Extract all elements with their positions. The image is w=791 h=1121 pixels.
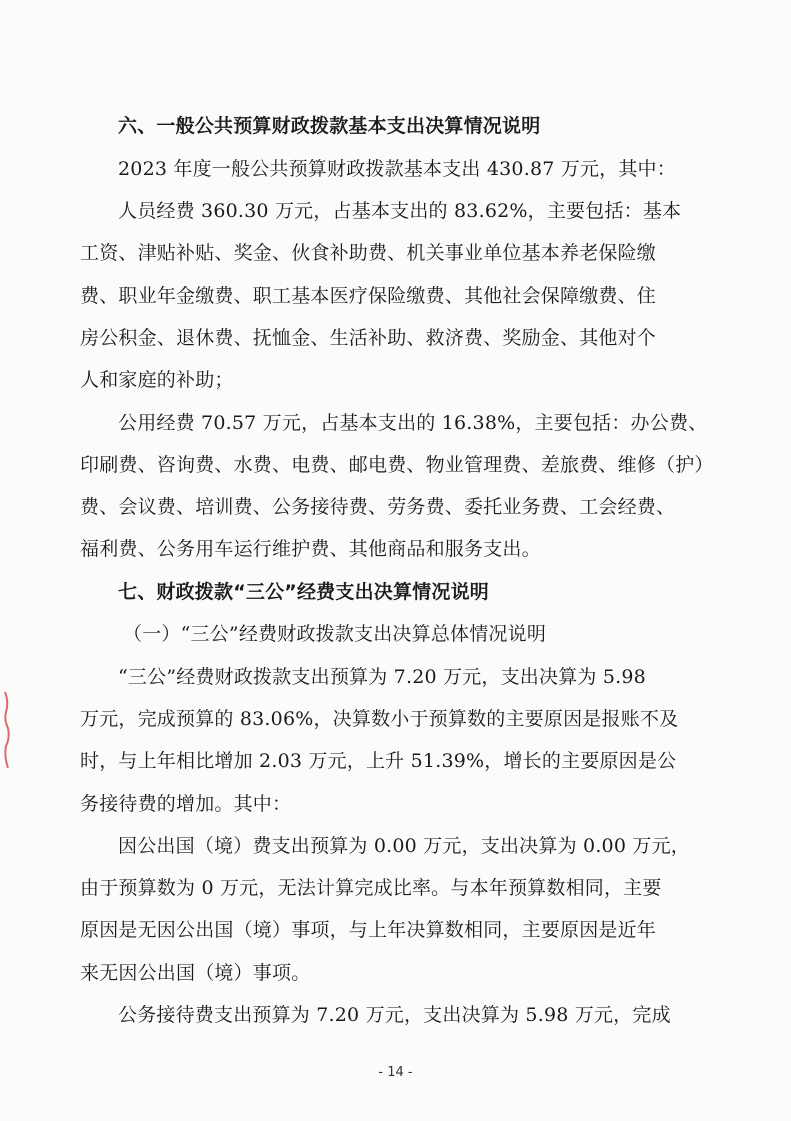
paragraph-line: 福利费、公务用车运行维护费、其他商品和服务支出。 <box>80 538 541 560</box>
paragraph-line: 来无因公出国（境）事项。 <box>80 962 311 984</box>
section-seven-heading: 七、财政拨款“三公”经费支出决算情况说明 <box>118 581 489 603</box>
paragraph-line: 时，与上年相比增加 2.03 万元，上升 51.39%，增长的主要原因是公 <box>80 750 677 772</box>
paragraph-line: 房公积金、退休费、抚恤金、生活补助、救济费、奖励金、其他对个 <box>80 327 657 349</box>
paragraph-line: 万元，完成预算的 83.06%，决算数小于预算数的主要原因是报账不及 <box>80 708 679 730</box>
paragraph-line: 公用经费 70.57 万元，占基本支出的 16.38%，主要包括：办公费、 <box>118 412 708 434</box>
paragraph-line: 人员经费 360.30 万元，占基本支出的 83.62%，主要包括：基本 <box>118 200 682 222</box>
page-number: - 14 - <box>378 1065 413 1080</box>
paragraph-line: 费、会议费、培训费、公务接待费、劳务费、委托业务费、工会经费、 <box>80 496 676 518</box>
paragraph-line: 印刷费、咨询费、水费、电费、邮电费、物业管理费、差旅费、维修（护） <box>80 454 714 476</box>
seal-edge-mark <box>2 690 12 770</box>
paragraph-line: 务接待费的增加。其中： <box>80 793 292 815</box>
section-seven-subheading: （一）“三公”经费财政拨款支出决算总体情况说明 <box>123 623 547 645</box>
paragraph-line: 由于预算数为 0 万元，无法计算完成比率。与本年预算数相同，主要 <box>80 877 662 899</box>
paragraph-line: 2023 年度一般公共预算财政拨款基本支出 430.87 万元，其中： <box>118 158 676 180</box>
paragraph-line: 公务接待费支出预算为 7.20 万元，支出决算为 5.98 万元，完成 <box>118 1004 671 1026</box>
paragraph-line: 工资、津贴补贴、奖金、伙食补助费、机关事业单位基本养老保险缴 <box>80 242 657 264</box>
paragraph-line: “三公”经费财政拨款支出预算为 7.20 万元，支出决算为 5.98 <box>118 666 646 688</box>
section-six-heading: 六、一般公共预算财政拨款基本支出决算情况说明 <box>118 115 541 137</box>
paragraph-line: 费、职业年金缴费、职工基本医疗保险缴费、其他社会保障缴费、住 <box>80 285 657 307</box>
paragraph-line: 原因是无因公出国（境）事项，与上年决算数相同，主要原因是近年 <box>80 919 657 941</box>
paragraph-line: 人和家庭的补助； <box>80 369 234 391</box>
paragraph-line: 因公出国（境）费支出预算为 0.00 万元，支出决算为 0.00 万元， <box>118 835 690 857</box>
